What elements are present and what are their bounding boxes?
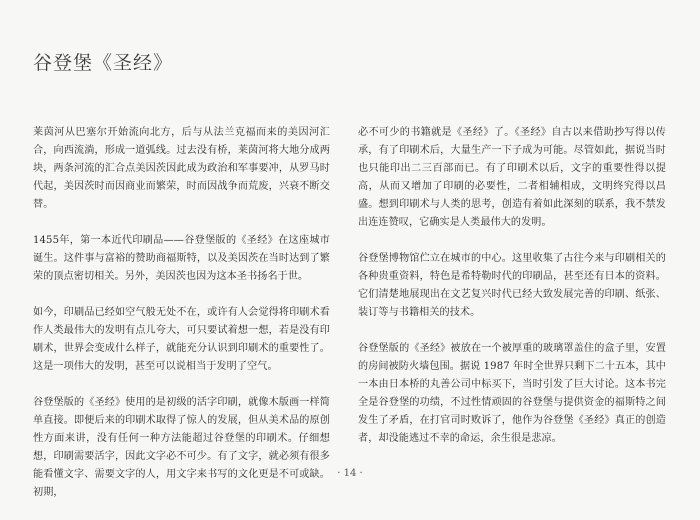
page-title: 谷登堡《圣经》 — [33, 52, 174, 74]
paragraph: 谷登堡博物馆伫立在城市的中心。这里收集了古往今来与印刷相关的各种贵重资料，特色是希特勒时代的印刷品，甚至还有日本的资料。它们清楚地展现出在文艺复兴时代已经大致发展完善的印刷、纸张、装订等与书籍相关的技术。 — [358, 253, 666, 318]
left-column — [33, 124, 330, 520]
paragraph: 必不可少的书籍就是《圣经》了。《圣经》自古以来借助抄写得以传承，有了印刷术后，大量生产一下子成为可能。尽管如此，据说当时也只能印出二三百部而已。有了印刷术以后，文字的重要性得以提高，从而又增加了印刷的必要性，二者相辅相成，文明终究得以昌盛。想到印刷术与人类的思考，创造有着如此深刻的联系，我不禁发出连连赞叹，它确实是人类最伟大的发明。 — [358, 127, 666, 228]
paragraph: 莱茵河从巴塞尔开始流向北方，后与从法兰克福而来的美因河汇合，向西流淌，形成一道弧线。过去没有桥，莱茵河将大地分成两块，两条河流的汇合点美因茨因此成为政治和军事要冲，从罗马时代起，美因茨时而因商业而繁荣，时而因战争而荒废，兴衰不断交替。 — [33, 127, 330, 210]
paragraph: 谷登堡版的《圣经》使用的是初级的活字印刷，就像木版画一样简单直接。即便后来的印刷术取得了惊人的发展，但从美术品的原创性方面来讲，没有任何一种方法能超过谷登堡的印刷术。仔细想想，印刷需要活字，因此文字必不可少。有了文字，就必须有很多能看懂文字、需要文字的人，用文字来书写的文化更是不可或缺。初期， — [33, 397, 330, 498]
page-number: · 14 · — [337, 468, 363, 479]
right-column — [358, 124, 666, 466]
paragraph: 1455年，第一本近代印刷品——谷登堡版的《圣经》在这座城市诞生。这件事与富裕的赞助商福斯特，以及美因茨在当时达到了繁荣的顶点密切相关。另外，美因茨也因为这本圣书扬名于世。 — [33, 235, 330, 282]
paragraph: 谷登堡版的《圣经》被放在一个被厚重的玻璃罩盖住的盒子里，安置的房间被防火墙包围。据说 1987 年时全世界只剩下二十五本，其中一本由日本桥的丸善公司中标买下，当时引发了巨大讨论。这本书完全是谷登堡的功绩，不过性情顽固的谷登堡与提供资金的福斯特之间发生了矛盾，在打官司时败诉了，他作为谷登堡《圣经》真正的创造者，却没能逃过不幸的命运，余生很是悲凉。 — [358, 343, 666, 444]
paragraph: 如今，印刷品已经如空气般无处不在，或许有人会觉得将印刷术看作人类最伟大的发明有点儿夸大，可只要试着想一想，若是没有印刷术，世界会变成什么样子，就能充分认识到印刷术的重要性了。这是一项伟大的发明，甚至可以说相当于发明了空气。 — [33, 307, 330, 372]
